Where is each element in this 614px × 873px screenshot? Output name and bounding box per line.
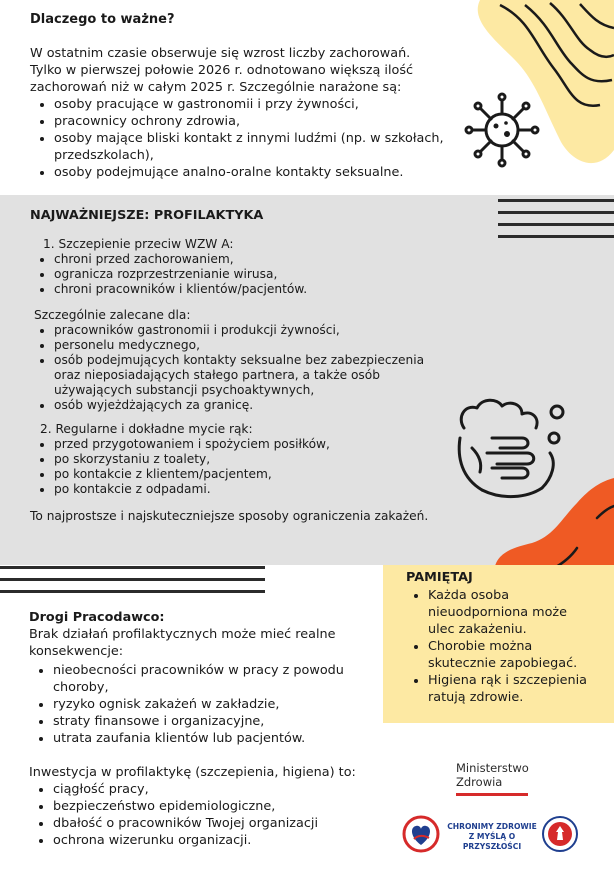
list-item	[54, 96, 470, 113]
at-risk-list	[30, 96, 470, 181]
list-item-text: nieuodporniona może	[428, 605, 567, 620]
prevention-closing: To najprostsze i najskuteczniejsze sposoby ograniczenia zakażeń.	[30, 509, 429, 523]
emblem-icon	[541, 815, 579, 853]
list-item: • bezpieczeństwo epidemiologiczne,	[53, 798, 379, 815]
list-item	[53, 713, 379, 730]
ministry-logo-line: Ministerstwo	[456, 761, 529, 775]
campaign-logo-line: Z MYŚLĄ O PRZYSZŁOŚCI	[462, 832, 522, 851]
list-item	[54, 353, 484, 398]
campaign-logo-text	[446, 822, 538, 852]
list-item-text: • Każda osoba	[428, 588, 510, 603]
list-item: • po kontakcie z odpadami.	[54, 482, 474, 497]
list-item	[428, 638, 614, 672]
list-item-text: pracowników gastronomii i produkcji żywności,	[54, 323, 340, 337]
list-item	[54, 338, 484, 353]
list-item: • dbałość o pracowników Twojej organizacji	[53, 815, 379, 832]
list-item-text: • Higiena rąk i szczepienia	[428, 673, 588, 688]
list-item	[53, 730, 379, 747]
list-item: • przed przygotowaniem i spożyciem posiłków,	[54, 437, 474, 452]
divider-line	[498, 199, 614, 202]
remember-list	[406, 587, 614, 706]
why-intro-line: Tylko w pierwszej połowie 2026 r. odnotowano większą ilość	[30, 63, 414, 78]
list-item: • ochrona wizerunku organizacji.	[53, 832, 379, 849]
why-intro-line: W ostatnim czasie obserwuje się wzrost liczby zachorowań.	[30, 46, 411, 61]
list-item-text: utrata zaufania klientów lub pacjentów.	[53, 731, 306, 746]
washing-title: 2. Regularne i dokładne mycie rąk:	[40, 422, 253, 436]
divider-line	[498, 235, 614, 238]
why-intro	[30, 45, 470, 96]
recommended-title: Szczególnie zalecane dla:	[34, 308, 191, 322]
list-item	[54, 164, 470, 181]
ministry-logo-line: Zdrowia	[456, 775, 503, 789]
list-item	[54, 130, 470, 164]
employer-intro	[29, 626, 379, 660]
list-item-text: ratują zdrowie.	[428, 690, 524, 705]
list-item-text: skutecznie zapobiegać.	[428, 656, 578, 671]
campaign-heart-icon	[402, 815, 440, 853]
list-item-text: osoby pracujące w gastronomii i przy żywności,	[54, 97, 359, 112]
list-item-text: osoby podejmujące analno-oralne kontakty seksualne.	[54, 165, 404, 180]
why-heading: Dlaczego to ważne?	[30, 12, 175, 27]
list-item	[54, 323, 484, 338]
list-item	[428, 672, 614, 706]
list-item-text: pracownicy ochrony zdrowia,	[54, 114, 241, 129]
why-intro-line: zachorowań niż w całym 2025 r. Szczególnie narażone są:	[30, 80, 402, 95]
list-item	[428, 587, 614, 638]
list-item: • ogranicza rozprzestrzenianie wirusa,	[54, 267, 474, 282]
vaccine-benefits-list	[30, 252, 474, 297]
employer-intro-line: Brak działań profilaktycznych może mieć realne	[29, 627, 336, 642]
employer-heading: Drogi Pracodawco:	[29, 610, 165, 625]
list-item: • ciągłość pracy,	[53, 781, 379, 798]
investment-intro: Inwestycja w profilaktykę (szczepienia, higiena) to:	[29, 765, 356, 780]
divider-line	[0, 566, 265, 569]
employer-section	[29, 609, 379, 849]
vaccine-title: 1. Szczepienie przeciw WZW A:	[43, 237, 234, 251]
remember-heading: PAMIĘTAJ	[406, 570, 473, 585]
list-item	[53, 696, 379, 713]
employer-intro-line: konsekwencje:	[29, 644, 124, 659]
virus-icon	[462, 90, 542, 170]
list-item-text: używających substancji psychoaktywnych,	[54, 383, 315, 397]
list-item: • po skorzystaniu z toalety,	[54, 452, 474, 467]
ministry-logo	[456, 761, 529, 789]
list-item: • chroni przed zachorowaniem,	[54, 252, 474, 267]
list-item-text: ryzyko ognisk zakażeń w zakładzie,	[53, 697, 280, 712]
list-item-text: choroby,	[53, 680, 109, 695]
consequences-list	[29, 662, 379, 747]
list-item-text: oraz nieposiadających stałego partnera, a także osób	[54, 368, 380, 382]
campaign-logo-line: CHRONIMY ZDROWIE	[447, 822, 537, 831]
divider-line	[0, 590, 265, 593]
list-item-text: przedszkolach),	[54, 148, 154, 163]
list-item	[54, 398, 484, 413]
recommended-list	[30, 323, 484, 413]
divider-line	[0, 578, 265, 581]
list-item: • chroni pracowników i klientów/pacjentów.	[54, 282, 474, 297]
list-item-text: osób wyjeżdżających za granicę.	[54, 398, 254, 412]
divider-line	[498, 223, 614, 226]
list-item	[54, 113, 470, 130]
benefits-list	[29, 781, 379, 849]
list-item-text: • osób podejmujących kontakty seksualne bez zabezpieczenia	[54, 353, 425, 367]
why-section	[30, 11, 470, 181]
list-item-text: straty finansowe i organizacyjne,	[53, 714, 265, 729]
prevention-heading: NAJWAŻNIEJSZE: PROFILAKTYKA	[30, 208, 264, 223]
list-item-text: ulec zakażeniu.	[428, 622, 527, 637]
divider-line	[498, 211, 614, 214]
washing-list	[30, 437, 474, 497]
ministry-underline	[456, 793, 528, 796]
list-item	[53, 662, 379, 696]
list-item-text: • nieobecności pracowników w pracy z powodu	[53, 663, 344, 678]
list-item-text: • osoby mające bliski kontakt z innymi ludźmi (np. w szkołach,	[54, 131, 444, 146]
list-item-text: personelu medycznego,	[54, 338, 200, 352]
list-item-text: • Chorobie można	[428, 639, 533, 654]
list-item: • po kontakcie z klientem/pacjentem,	[54, 467, 474, 482]
